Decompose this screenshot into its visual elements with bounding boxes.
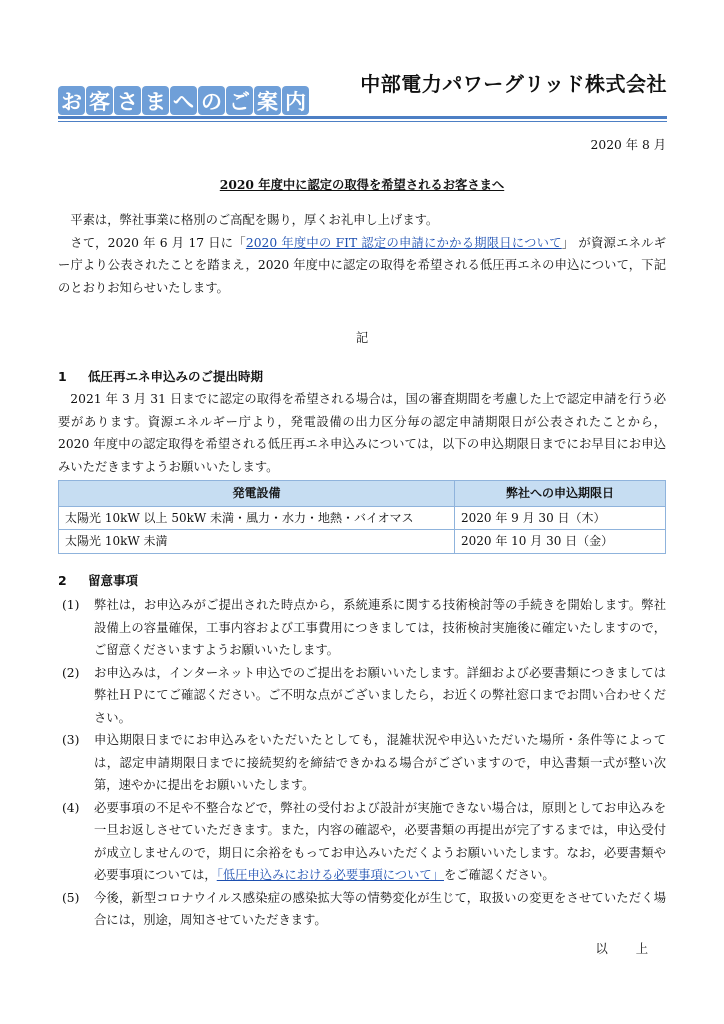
banner-char: ま [142, 86, 169, 115]
table-cell: 太陽光 10kW 以上 50kW 未満・風力・水力・地熱・バイオマス [59, 506, 455, 530]
table-cell: 2020 年 10 月 30 日（金） [455, 530, 666, 554]
section-1-heading [58, 366, 666, 389]
list-item [58, 729, 666, 797]
banner-char: 内 [282, 86, 309, 115]
header-rule [58, 116, 667, 119]
intro-text-after: 」 が資源エネルギー庁より公表されたことを踏まえ，2020 年度中に認定の取得を希望される低圧再エネの申込について，下記のとおりお知らせいたします。 [58, 235, 666, 295]
section-number: 2 [58, 572, 67, 588]
section-title: 低圧再エネ申込みのご提出時期 [88, 368, 264, 384]
intro [58, 209, 666, 299]
section-number: 1 [58, 368, 67, 384]
list-item [58, 594, 666, 662]
note-text: 今後，新型コロナウイルス感染症の感染拡大等の情勢変化が生じて，取扱いの変更をさせていただく場合には，別途，周知させていただきます。 [94, 890, 666, 927]
note-number: (4) [62, 800, 80, 815]
banner-char: さ [114, 86, 141, 115]
intro-text-before: さて，2020 年 6 月 17 日に「 [70, 235, 246, 250]
section-1-body: 2021 年 3 月 31 日までに認定の取得を希望される場合は，国の審査期間を考慮した上で認定申請を行う必要があります。資源エネルギー庁より，発電設備の出力区分毎の認定申請期限日が公表されたことから，2020 年度中の認定取得を希望される低圧再エネ申込みについては，以下の申込期限日までにお早目にお申込みいただきますようお願いいたします。 [58, 392, 666, 474]
banner-char: ご [226, 86, 253, 115]
section-title: 留意事項 [88, 572, 139, 588]
note-text: お申込みは，インターネット申込でのご提出をお願いいたします。詳細および必要書類につきましては弊社ＨＰにてご確認ください。ご不明な点がございましたら，お近くの弊社窓口までお問い合わせください。 [94, 665, 666, 725]
closing-mark: 以 上 [595, 941, 660, 956]
note-text: 弊社は，お申込みがご提出された時点から，系統連系に関する技術検討等の手続きを開始します。弊社設備上の容量確保，工事内容および工事費用につきましては，技術検討実施後に確定いたしますので，ご留意くださいますようお願いいたします。 [94, 598, 666, 657]
page-header [0, 0, 724, 130]
banner-char: へ [170, 86, 197, 115]
fit-deadline-link[interactable]: 2020 年度中の FIT 認定の申請にかかる期限日について [245, 235, 562, 250]
note-number: (5) [62, 890, 80, 905]
document-body [58, 130, 666, 960]
intro-greeting: 平素は，弊社事業に格別のご高配を賜り，厚くお礼申し上げます。 [70, 213, 439, 227]
table-header-cell: 発電設備 [59, 481, 455, 507]
banner-char: の [198, 86, 225, 115]
banner-char: お [58, 86, 85, 115]
note-text: 必要事項の不足や不整合などで，弊社の受付および設計が実施できない場合は，原則としてお申込みを一旦お返しさせていただきます。また，内容の確認や，必要書類の再提出が完了するまでは，申込受付が成立しませんので，期日に余裕をもってお申込みいただくようお願いいたします。なお，必要書類や必要事項については， [94, 800, 666, 882]
note-number: (1) [62, 598, 80, 612]
ki-marker: 記 [355, 331, 369, 345]
deadline-table [58, 480, 666, 554]
intro-paragraph [58, 232, 666, 300]
note-text: 申込期限日までにお申込みをいただいたとしても，混雑状況や申込いただいた場所・条件等によっては，認定申請期限日までに接続契約を締結できかねる場合がございますので，申込書類一式が整い次第，速やかに提出をお願いいたします。 [94, 733, 666, 792]
table-row [59, 506, 666, 530]
issue-date: 2020 年 8 月 [590, 138, 666, 152]
company-name: 中部電力パワーグリッド株式会社 [360, 72, 667, 96]
banner-char: 案 [254, 86, 281, 115]
notes-list [58, 594, 666, 932]
guidance-banner [58, 86, 309, 115]
requirements-link[interactable]: 「低圧申込みにおける必要事項について」 [216, 868, 444, 882]
list-item [58, 887, 666, 932]
table-cell: 2020 年 9 月 30 日（木） [455, 506, 666, 530]
banner-char: 客 [86, 86, 113, 115]
table-cell: 太陽光 10kW 未満 [59, 530, 455, 554]
note-text-block [94, 797, 666, 887]
section-2-heading [58, 570, 666, 593]
document-title: 2020 年度中に認定の取得を希望されるお客さまへ [219, 176, 505, 192]
header-rule-thin [58, 121, 667, 122]
note-number: (3) [62, 733, 80, 747]
table-header-cell: 弊社への申込期限日 [455, 481, 666, 507]
table-header-row [59, 481, 666, 507]
note-text-after: をご確認ください。 [443, 868, 555, 882]
list-item [58, 797, 666, 887]
list-item [58, 662, 666, 730]
note-number: (2) [62, 665, 80, 680]
table-row [59, 530, 666, 554]
